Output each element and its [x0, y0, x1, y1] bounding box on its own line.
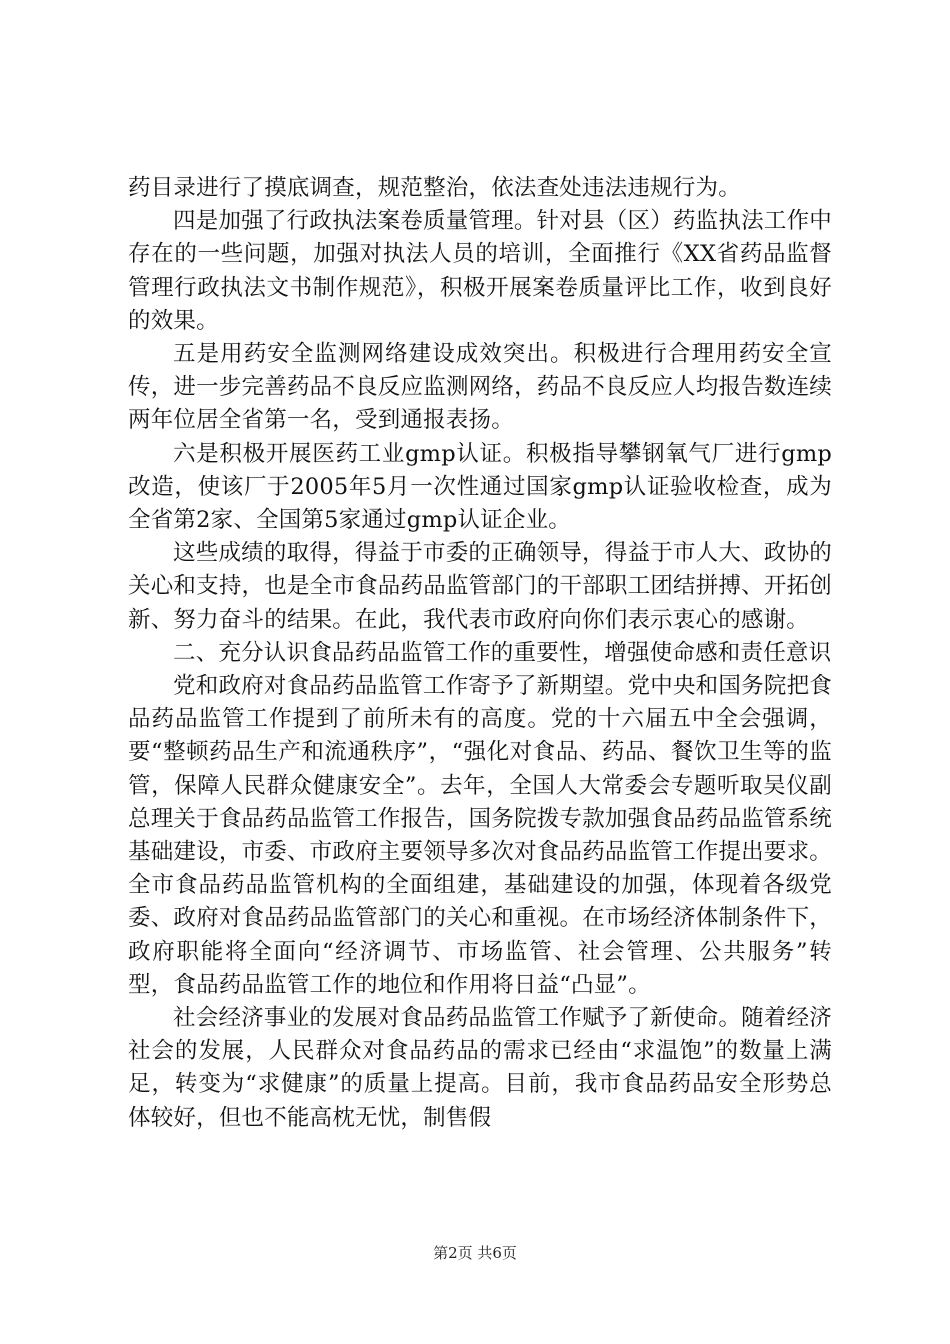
- paragraph: 五是用药安全监测网络建设成效突出。积极进行合理用药安全宣传，进一步完善药品不良反应监测网络，药品不良反应人均报告数连续两年位居全省第一名，受到通报表扬。: [128, 341, 832, 434]
- page-number: 第2页 共6页: [433, 1244, 517, 1262]
- paragraph: 社会经济事业的发展对食品药品监管工作赋予了新使命。随着经济社会的发展，人民群众对食品药品的需求已经由“求温饱”的数量上满足，转变为“求健康”的质量上提高。目前，我市食品药品安全形势总体较好，但也不能高枕无忧，制售假: [128, 1005, 832, 1131]
- page-footer: [0, 1243, 950, 1263]
- paragraph: 党和政府对食品药品监管工作寄予了新期望。党中央和国务院把食品药品监管工作提到了前所未有的高度。党的十六届五中全会强调，要“整顿药品生产和流通秩序”，“强化对食品、药品、餐饮卫生等的监管，保障人民群众健康安全”。去年，全国人大常委会专题听取吴仪副总理关于食品药品监管工作报告，国务院拨专款加强食品药品监管系统基础建设，市委、市政府主要领导多次对食品药品监管工作提出要求。全市食品药品监管机构的全面组建，基础建设的加强，体现着各级党委、政府对食品药品监管部门的关心和重视。在市场经济体制条件下，政府职能将全面向“经济调节、市场监管、社会管理、公共服务”转型，食品药品监管工作的地位和作用将日益“凸显”。: [128, 673, 832, 998]
- paragraph: 药目录进行了摸底调查，规范整治，依法查处违法违规行为。: [128, 175, 741, 201]
- paragraph: 四是加强了行政执法案卷质量管理。针对县（区）药监执法工作中存在的一些问题，加强对执法人员的培训，全面推行《XX省药品监督管理行政执法文书制作规范》，积极开展案卷质量评比工作，收到良好的效果。: [128, 208, 832, 334]
- paragraph: 六是积极开展医药工业gmp认证。积极指导攀钢氧气厂进行gmp改造，使该厂于2005年5月一次性通过国家gmp认证验收检查，成为全省第2家、全国第5家通过gmp认证企业。: [128, 440, 832, 534]
- document-body: [128, 172, 832, 1135]
- section-heading: 二、充分认识食品药品监管工作的重要性，增强使命感和责任意识: [173, 639, 832, 666]
- paragraph: 这些成绩的取得，得益于市委的正确领导，得益于市人大、政协的关心和支持，也是全市食品药品监管部门的干部职工团结拼搏、开拓创新、努力奋斗的结果。在此，我代表市政府向你们表示衷心的感谢。: [128, 540, 832, 633]
